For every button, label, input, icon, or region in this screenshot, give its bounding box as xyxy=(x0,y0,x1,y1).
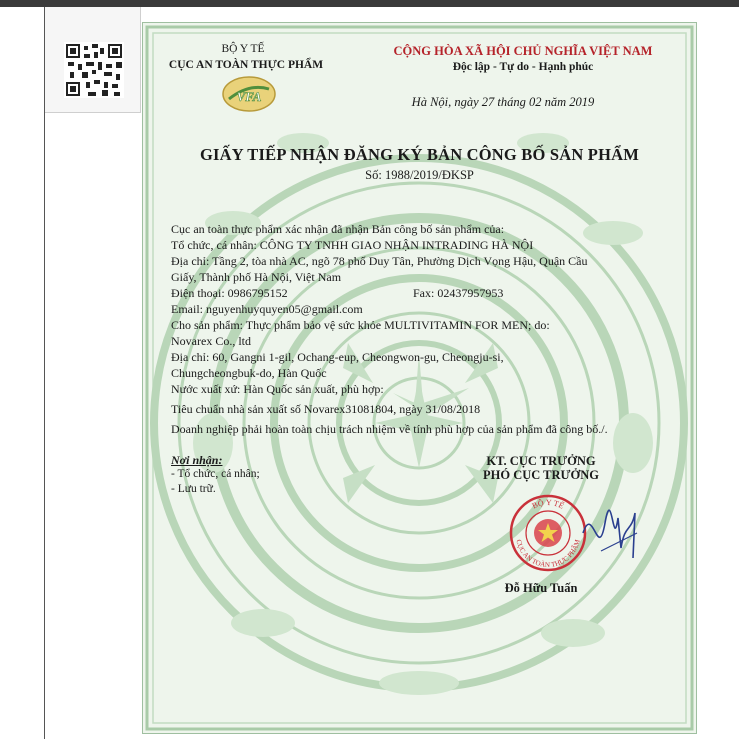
vfa-logo xyxy=(221,75,277,113)
signer-role-primary: KT. CỤC TRƯỞNG xyxy=(486,454,596,468)
svg-text:BỘ Y TẾ: BỘ Y TẾ xyxy=(530,497,566,511)
ministry-name: BỘ Y TẾ xyxy=(221,43,265,55)
body-fax: Fax: 02437957953 xyxy=(413,286,504,300)
frame-border xyxy=(44,7,45,739)
body-origin: Nước xuất xứ: Hàn Quốc sản xuất, phù hợp: xyxy=(171,382,384,396)
signer-role-secondary: PHÓ CỤC TRƯỞNG xyxy=(483,468,599,482)
recipient-item: - Tổ chức, cá nhân; xyxy=(171,468,260,480)
recipient-item: - Lưu trữ. xyxy=(171,483,216,495)
signature-mark xyxy=(573,493,653,573)
svg-text:VFA: VFA xyxy=(236,89,262,104)
body-standard: Tiêu chuẩn nhà sản xuất số Novarex31081804, ngày 31/08/2018 xyxy=(171,402,481,416)
qr-code-icon xyxy=(64,42,124,98)
document-title: GIẤY TIẾP NHẬN ĐĂNG KÝ BẢN CÔNG BỐ SẢN PHẨM xyxy=(199,145,639,164)
recipients-label: Nơi nhận: xyxy=(171,453,223,467)
republic-name: CỘNG HÒA XÃ HỘI CHỦ NGHĨA VIỆT NAM xyxy=(393,44,653,58)
body-address-line1: Địa chỉ: Tầng 2, tòa nhà AC, ngõ 78 phố Duy Tân, Phường Dịch Vọng Hậu, Quận Cầu xyxy=(171,254,588,268)
agency-name: CỤC AN TOÀN THỰC PHẨM xyxy=(168,59,324,71)
svg-text:CỤC AN TOÀN THỰC PHẨM: CỤC AN TOÀN THỰC PHẨM xyxy=(514,538,582,570)
body-manufacturer: Novarex Co., ltd xyxy=(171,334,251,348)
document-number: Số: 1988/2019/ĐKSP xyxy=(365,168,474,182)
body-organization: Tổ chức, cá nhân: CÔNG TY TNHH GIAO NHẬN INTRADING HÀ NỘI xyxy=(171,238,534,252)
body-responsibility: Doanh nghiệp phải hoàn toàn chịu trách nhiệm về tính phù hợp của sản phẩm đã công bố./. xyxy=(171,422,608,436)
body-address-line2: Giấy, Thành phố Hà Nội, Việt Nam xyxy=(171,270,342,284)
signer-name: Đỗ Hữu Tuấn xyxy=(504,581,578,595)
body-phone: Điện thoại: 0986795152 xyxy=(171,286,288,300)
body-maker-address-line2: Chungcheongbuk-do, Hàn Quốc xyxy=(171,366,327,380)
national-motto: Độc lập - Tự do - Hạnh phúc xyxy=(452,61,594,73)
body-maker-address-line1: Địa chỉ: 60, Gangni 1-gil, Ochang-eup, Cheongwon-gu, Cheongju-si, xyxy=(171,350,504,364)
certificate-document xyxy=(142,22,697,734)
top-bar xyxy=(0,0,739,7)
body-product: Cho sản phẩm: Thực phẩm bảo vệ sức khỏe MULTIVITAMIN FOR MEN; do: xyxy=(171,318,550,332)
body-intro: Cục an toàn thực phẩm xác nhận đã nhận Bản công bố sản phẩm của: xyxy=(171,222,505,236)
body-email: Email: nguyenhuyquyen05@gmail.com xyxy=(171,302,363,316)
issue-date: Hà Nội, ngày 27 tháng 02 năm 2019 xyxy=(411,95,595,109)
